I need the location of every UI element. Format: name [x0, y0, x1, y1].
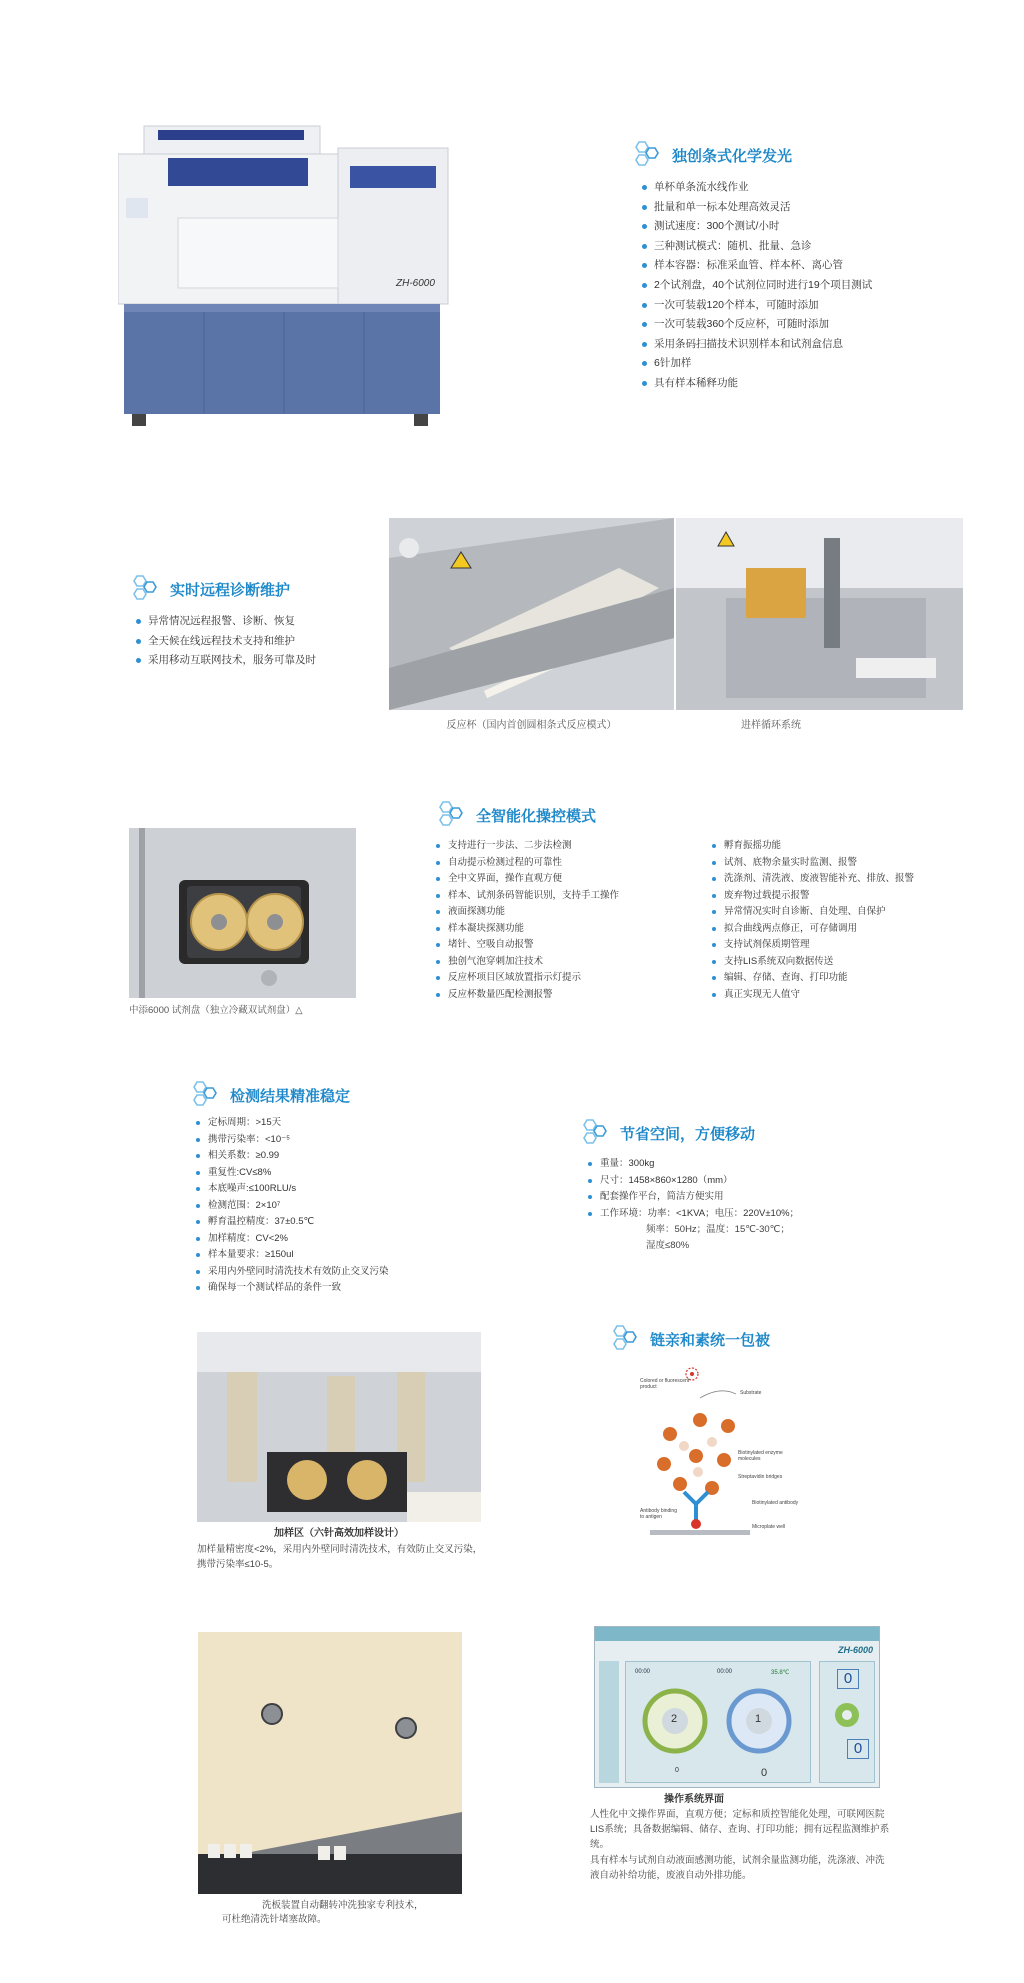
- reagent-disk-photo: [129, 828, 356, 998]
- section-title-chemilum: [630, 140, 792, 170]
- list-item: 反应杯数量匹配检测报警: [434, 987, 619, 1004]
- list-item: 样本凝块探测功能: [434, 921, 619, 938]
- list-item: 堵针、空吸自动报警: [434, 937, 619, 954]
- section-title-smart: [434, 800, 596, 830]
- diagram-label: Colored or fluorescent product: [640, 1378, 690, 1390]
- chemilum-list: [640, 178, 872, 394]
- space-env-line2: 频率：50Hz；温度：15℃-30℃；: [646, 1224, 790, 1235]
- hexagon-icon: [630, 140, 664, 170]
- software-counter: 0: [837, 1669, 859, 1689]
- sampling-area-photo: [197, 1332, 481, 1522]
- list-item: 样本量要求：≥150ul: [194, 1247, 389, 1264]
- ui-caption-note2: 具有样本与试剂自动液面感测功能，试剂余量监测功能，洗涤液、冲洗液自动补给功能，废液自动外排功能。: [590, 1855, 885, 1881]
- software-field: 00:00: [635, 1669, 651, 1675]
- precision-list: [194, 1115, 389, 1297]
- list-item: 2个试剂盘，40个试剂位同时进行19个项目测试: [640, 276, 872, 296]
- diagram-label: Streptavidin bridges: [738, 1474, 783, 1480]
- diagram-label: Biotinylated antibody: [752, 1500, 799, 1506]
- list-item: 相关系数：≥0.99: [194, 1148, 389, 1165]
- list-item: 具有样本稀释功能: [640, 374, 872, 394]
- list-item: 加样精度：CV<2%: [194, 1231, 389, 1248]
- disk-number-left: 2: [671, 1713, 678, 1725]
- section-title-text: 链亲和素统一包被: [650, 1331, 771, 1349]
- cuvette-photo: [389, 518, 674, 710]
- sampling-caption-note: 加样量精密度<2%，采用内外壁同时清洗技术，有效防止交叉污染，携带污染率≤10-5。: [197, 1544, 483, 1570]
- list-item: 重量：300kg: [586, 1156, 799, 1173]
- list-item: 支持LIS系统双向数据传送: [710, 954, 914, 971]
- list-item: 洗涤剂、清洗液、废液智能补充、排放、报警: [710, 871, 914, 888]
- software-counter: 0: [847, 1739, 869, 1759]
- list-item: 采用移动互联网技术，服务可靠及时: [134, 651, 316, 671]
- list-item: 真正实现无人值守: [710, 987, 914, 1004]
- list-item: 本底噪声:≤100RLU/s: [194, 1181, 389, 1198]
- space-env-line3: 湿度≤80%: [646, 1240, 690, 1251]
- list-item: 异常情况远程报警、诊断、恢复: [134, 612, 316, 632]
- software-counter: 0: [761, 1767, 768, 1779]
- diagram-label: Antibody binding to antigen: [640, 1508, 677, 1520]
- list-item: 样本、试剂条码智能识别，支持手工操作: [434, 888, 619, 905]
- biotin-diagram: [640, 1364, 820, 1544]
- list-item: 自动提示检测过程的可靠性: [434, 855, 619, 872]
- ui-caption-title: 操作系统界面: [664, 1794, 724, 1805]
- list-item: 孵育振摇功能: [710, 838, 914, 855]
- diagram-label: Biotinylated enzyme molecules: [738, 1450, 783, 1462]
- smart-list-right: [710, 838, 914, 1003]
- section-title-text: 检测结果精准稳定: [230, 1087, 351, 1105]
- smart-list-left: [434, 838, 619, 1003]
- space-list: [586, 1156, 799, 1222]
- section-title-text: 独创条式化学发光: [672, 147, 793, 165]
- list-item: 重复性:CV≤8%: [194, 1165, 389, 1182]
- cuvette-caption: 反应杯（国内首创圆相条式反应模式）: [446, 720, 617, 731]
- software-ui-screenshot: [594, 1626, 880, 1788]
- list-item: 反应杯项目区域放置指示灯提示: [434, 970, 619, 987]
- section-title-space: [578, 1118, 755, 1148]
- list-item: 一次可装载120个样本，可随时添加: [640, 296, 872, 316]
- software-brand: ZH-6000: [837, 1645, 873, 1655]
- section-title-remote: [128, 574, 290, 604]
- wash-device-photo: [198, 1632, 462, 1894]
- list-item: 液面探测功能: [434, 904, 619, 921]
- hexagon-icon: [608, 1324, 642, 1354]
- list-item: 一次可装载360个反应杯，可随时添加: [640, 315, 872, 335]
- list-item: 尺寸：1458×860×1280（mm）: [586, 1173, 799, 1190]
- list-item: 6针加样: [640, 354, 872, 374]
- hexagon-icon: [578, 1118, 612, 1148]
- list-item: 三种测试模式：随机、批量、急诊: [640, 237, 872, 257]
- list-item: 批量和单一标本处理高效灵活: [640, 198, 872, 218]
- wash-note-line2: 可杜绝清洗针堵塞故障。: [222, 1914, 327, 1925]
- model-label: ZH-6000: [396, 278, 435, 289]
- hexagon-icon: [128, 574, 162, 604]
- diagram-label: Microplate well: [752, 1524, 786, 1530]
- list-item: 拟合曲线两点修正，可存储调用: [710, 921, 914, 938]
- disk-number-right: 1: [755, 1713, 762, 1725]
- list-item: 废弃物过载提示报警: [710, 888, 914, 905]
- section-title-precision: [188, 1080, 350, 1110]
- list-item: 独创气泡穿刺加注技术: [434, 954, 619, 971]
- list-item: 采用条码扫描技术识别样本和试剂盒信息: [640, 335, 872, 355]
- section-title-text: 实时远程诊断维护: [170, 581, 291, 599]
- analyzer-photo: [118, 118, 463, 430]
- list-item: 确保每一个测试样品的条件一致: [194, 1280, 389, 1297]
- hexagon-icon: [434, 800, 468, 830]
- list-item: 工作环境：功率：<1KVA；电压：220V±10%；: [586, 1206, 799, 1223]
- section-title-biotin: [608, 1324, 770, 1354]
- hexagon-icon: [188, 1080, 222, 1110]
- software-field: 00:00: [717, 1669, 733, 1675]
- list-item: 支持进行一步法、二步法检测: [434, 838, 619, 855]
- list-item: 支持试剂保质期管理: [710, 937, 914, 954]
- remote-list: [134, 612, 316, 671]
- list-item: 检测范围：2×10⁷: [194, 1198, 389, 1215]
- list-item: 单杯单条流水线作业: [640, 178, 872, 198]
- sampling-caption-title: 加样区（六针高效加样设计）: [274, 1528, 404, 1539]
- list-item: 孵育温控精度：37±0.5℃: [194, 1214, 389, 1231]
- reagent-disk-caption: 中添6000 试剂盘（独立冷藏双试剂盘）△: [129, 1005, 303, 1016]
- list-item: 测试速度：300个测试/小时: [640, 217, 872, 237]
- section-title-text: 全智能化操控模式: [476, 807, 597, 825]
- list-item: 异常情况实时自诊断、自处理、自保护: [710, 904, 914, 921]
- ui-caption-note: 人性化中文操作界面，直观方便；定标和质控智能化处理，可联网医院LIS系统；具备数据编辑、储存、查询、打印功能；拥有远程监测维护系统。: [590, 1809, 890, 1850]
- sample-loop-caption: 进样循环系统: [741, 720, 801, 731]
- diagram-label: Substrate: [740, 1390, 762, 1396]
- software-counter: 0: [675, 1767, 679, 1774]
- temperature-readout: 35.8℃: [771, 1670, 790, 1676]
- list-item: 编辑、存储、查询、打印功能: [710, 970, 914, 987]
- list-item: 全天候在线远程技术支持和维护: [134, 632, 316, 652]
- list-item: 配套操作平台，简洁方便实用: [586, 1189, 799, 1206]
- wash-note-line1: 洗板装置自动翻转冲洗独家专利技术，: [262, 1900, 424, 1911]
- list-item: 全中文界面，操作直观方便: [434, 871, 619, 888]
- section-title-text: 节省空间，方便移动: [620, 1125, 756, 1143]
- list-item: 定标周期：>15天: [194, 1115, 389, 1132]
- list-item: 采用内外壁同时清洗技术有效防止交叉污染: [194, 1264, 389, 1281]
- sample-loop-photo: [676, 518, 963, 710]
- list-item: 试剂、底物余量实时监测、报警: [710, 855, 914, 872]
- list-item: 样本容器：标准采血管、样本杯、离心管: [640, 256, 872, 276]
- list-item: 携带污染率：<10⁻⁵: [194, 1132, 389, 1149]
